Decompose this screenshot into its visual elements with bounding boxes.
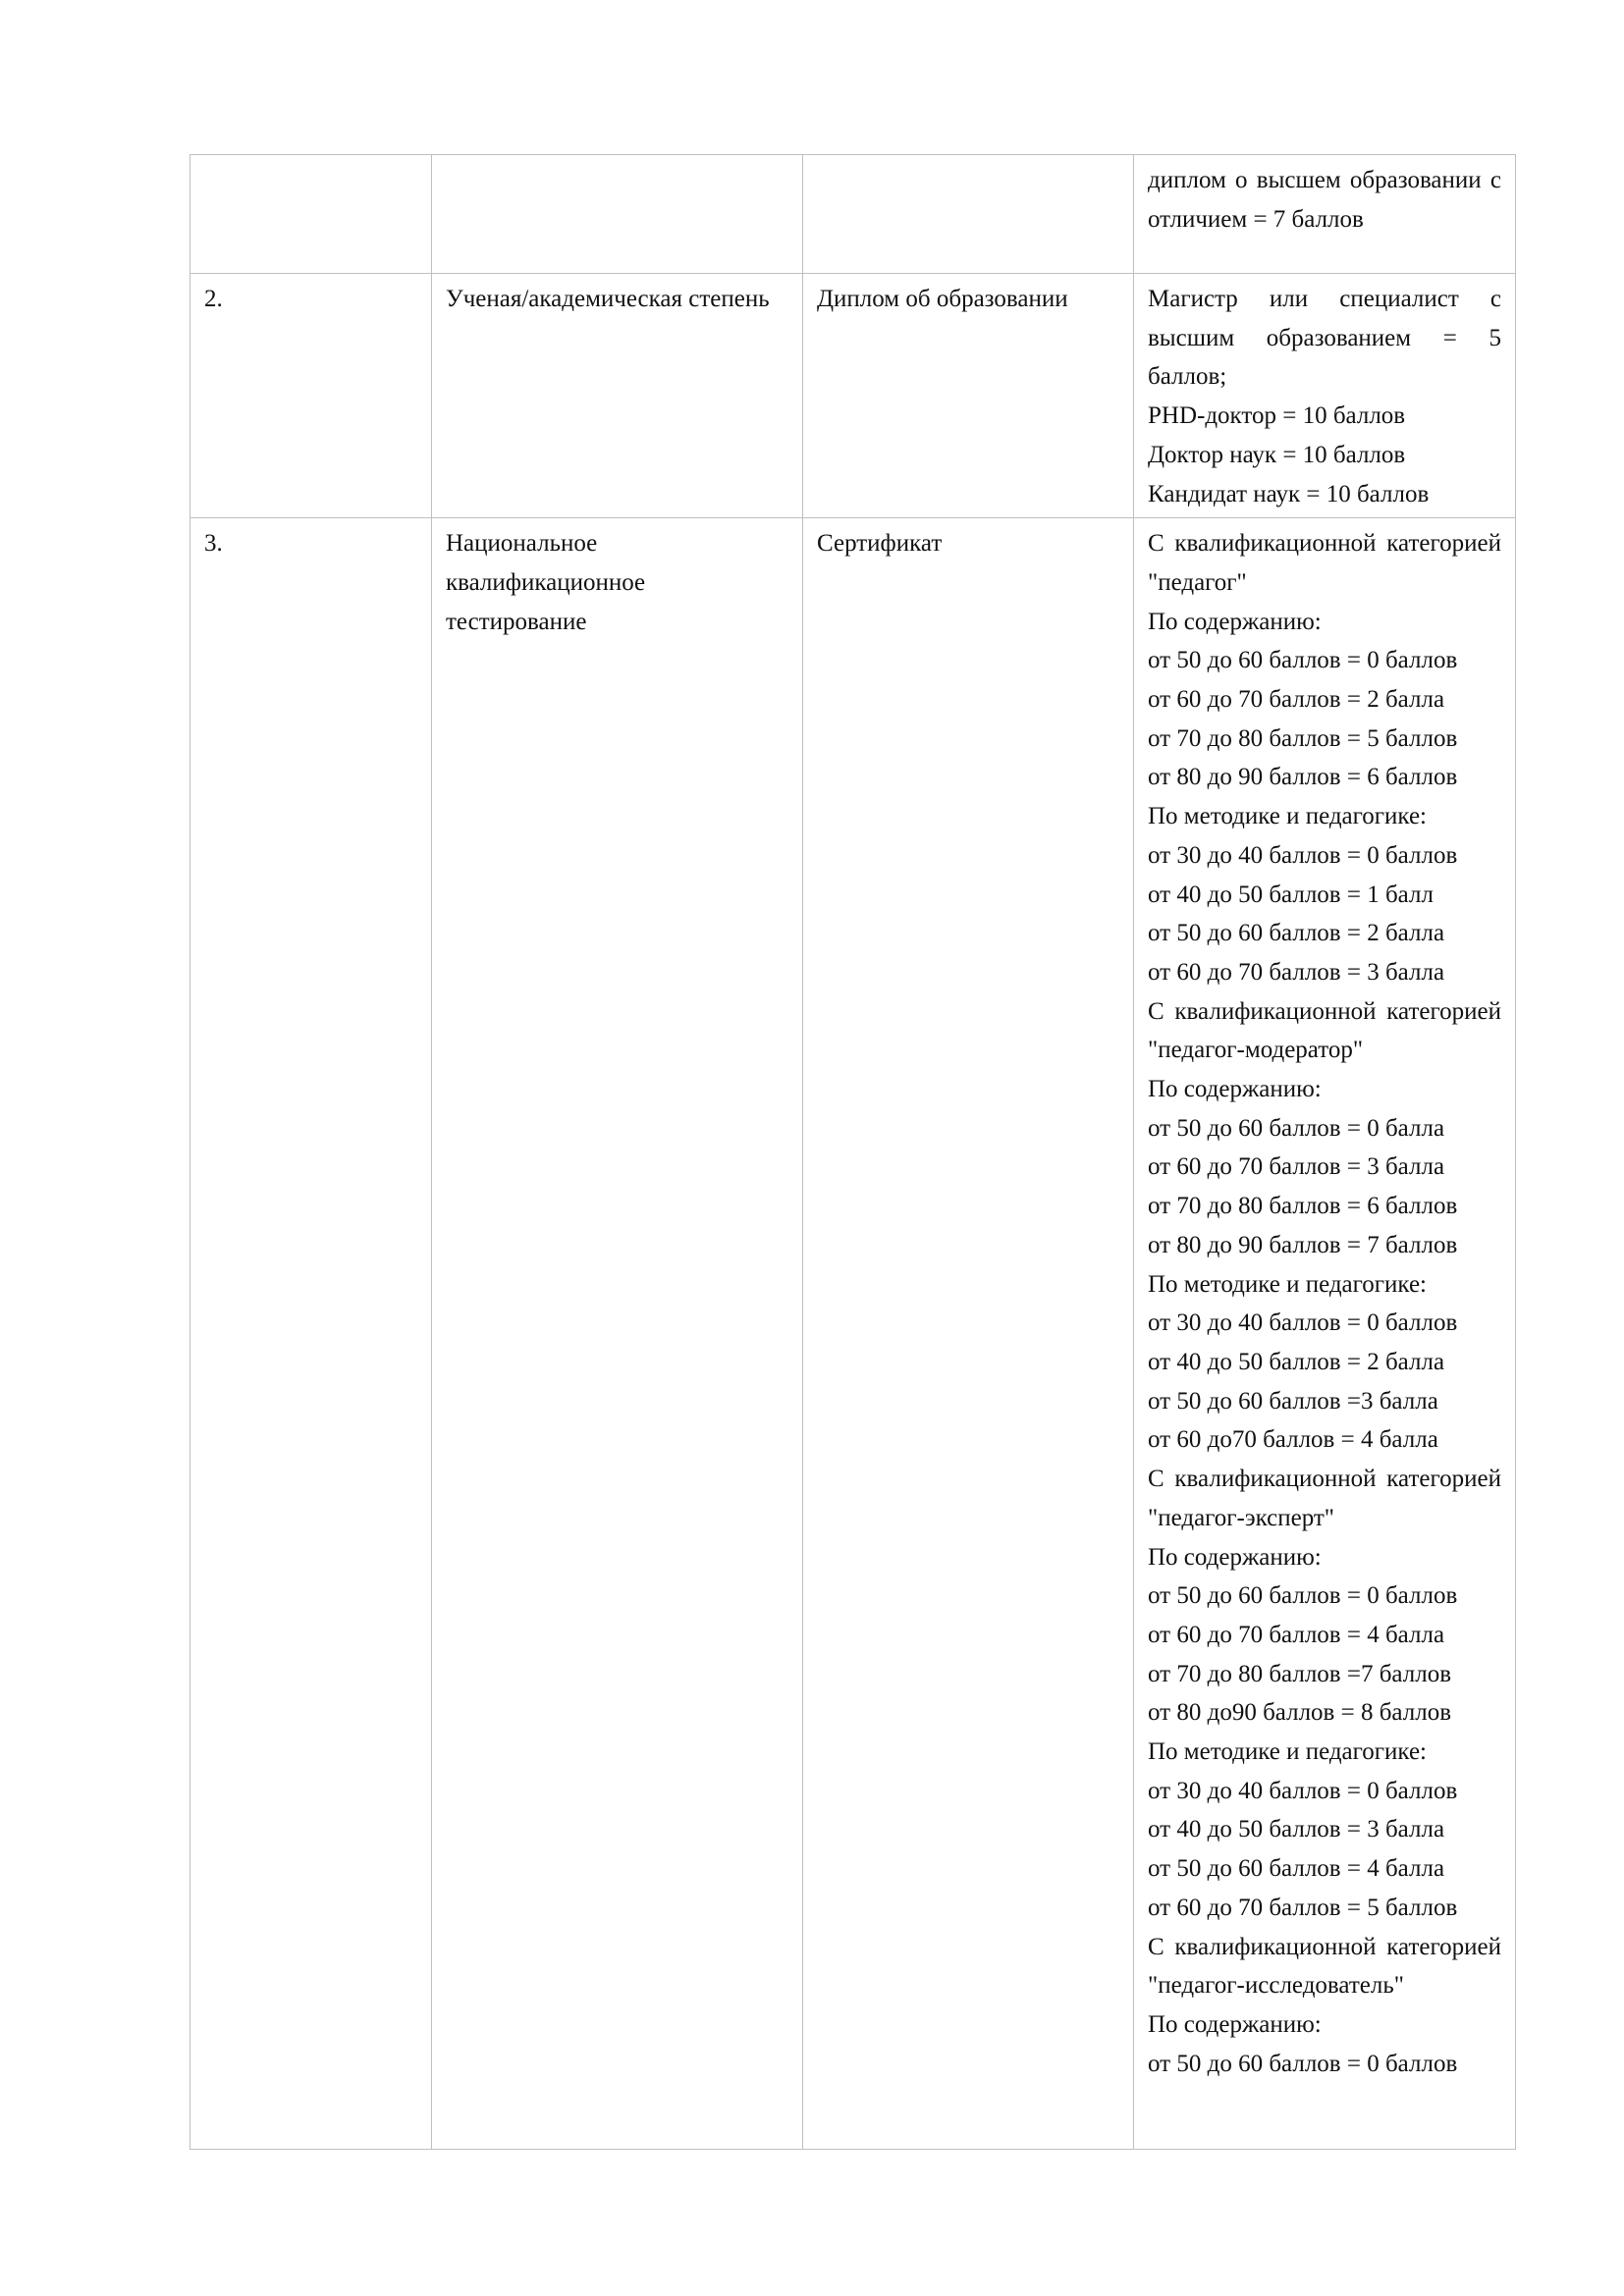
score-line: от 60 до 70 баллов = 5 баллов <box>1148 1894 1458 1921</box>
row-number-cell <box>190 155 432 274</box>
score-line: Кандидат наук = 10 баллов <box>1148 480 1430 507</box>
row-number-cell: 2. <box>190 274 432 518</box>
score-line: от 80 до 90 баллов = 6 баллов <box>1148 764 1458 791</box>
table-row <box>190 518 1516 2150</box>
score-line: PHD-доктор = 10 баллов <box>1148 402 1406 430</box>
score-line: от 50 до 60 баллов = 0 балла <box>1148 1114 1445 1142</box>
score-line: от 50 до 60 баллов = 2 балла <box>1148 920 1445 947</box>
score-line: По методике и педагогике: <box>1148 803 1427 830</box>
score-cell <box>1134 274 1516 518</box>
row-number-cell: 3. <box>190 518 432 2150</box>
score-line: от 40 до 50 баллов = 1 балл <box>1148 881 1434 908</box>
score-line: Доктор наук = 10 баллов <box>1148 441 1406 468</box>
score-line: от 40 до 50 баллов = 2 балла <box>1148 1348 1445 1375</box>
score-line: от 50 до 60 баллов = 0 баллов <box>1148 2050 1458 2077</box>
criterion-cell: Национальное квалификационное тестирование <box>432 518 803 2150</box>
score-line: По методике и педагогике: <box>1148 1738 1427 1766</box>
category-heading: С квалификационной категорией "педагог-модератор" <box>1148 997 1501 1064</box>
score-line: По содержанию: <box>1148 1076 1322 1103</box>
score-line: Магистр или специалист с высшим образованием = 5 баллов; <box>1148 286 1501 391</box>
score-line: от 80 до90 баллов = 8 баллов <box>1148 1699 1451 1727</box>
document-cell <box>803 155 1134 274</box>
score-line: от 40 до 50 баллов = 3 балла <box>1148 1816 1445 1843</box>
score-line: По содержанию: <box>1148 1543 1322 1571</box>
score-line: от 60 до 70 баллов = 2 балла <box>1148 686 1445 714</box>
score-line: от 80 до 90 баллов = 7 баллов <box>1148 1231 1458 1258</box>
score-line: от 50 до 60 баллов = 0 баллов <box>1148 1582 1458 1610</box>
score-cell <box>1134 155 1516 274</box>
score-line: от 60 до 70 баллов = 3 балла <box>1148 1153 1445 1181</box>
score-line: от 60 до 70 баллов = 4 балла <box>1148 1621 1445 1648</box>
score-line: от 30 до 40 баллов = 0 баллов <box>1148 841 1458 869</box>
criteria-table <box>189 154 1516 2150</box>
score-cell <box>1134 518 1516 2150</box>
score-line: от 70 до 80 баллов = 6 баллов <box>1148 1193 1458 1220</box>
category-heading: С квалификационной категорией "педагог-эксперт" <box>1148 1466 1501 1531</box>
criterion-cell <box>432 155 803 274</box>
score-line: от 70 до 80 баллов =7 баллов <box>1148 1660 1451 1687</box>
score-line: По содержанию: <box>1148 2010 1322 2038</box>
category-heading: С квалификационной категорией "педагог-исследователь" <box>1148 1933 1501 2000</box>
document-cell: Сертификат <box>803 518 1134 2150</box>
score-line: от 50 до 60 баллов = 4 балла <box>1148 1855 1445 1883</box>
category-heading: С квалификационной категорией "педагог" <box>1148 530 1501 596</box>
score-line: от 50 до 60 баллов =3 балла <box>1148 1387 1438 1415</box>
table-row <box>190 274 1516 518</box>
score-line: По методике и педагогике: <box>1148 1270 1427 1298</box>
criterion-cell: Ученая/академическая степень <box>432 274 803 518</box>
score-line: от 50 до 60 баллов = 0 баллов <box>1148 647 1458 674</box>
score-line: от 60 до 70 баллов = 3 балла <box>1148 958 1445 986</box>
score-line: По содержанию: <box>1148 608 1322 635</box>
score-line: диплом о высшем образовании с отличием = 7 баллов <box>1148 167 1501 233</box>
score-line: от 60 до70 баллов = 4 балла <box>1148 1426 1438 1454</box>
score-line: от 30 до 40 баллов = 0 баллов <box>1148 1777 1458 1804</box>
table-row <box>190 155 1516 274</box>
score-line: от 30 до 40 баллов = 0 баллов <box>1148 1309 1458 1337</box>
score-line: от 70 до 80 баллов = 5 баллов <box>1148 724 1458 752</box>
document-cell: Диплом об образовании <box>803 274 1134 518</box>
